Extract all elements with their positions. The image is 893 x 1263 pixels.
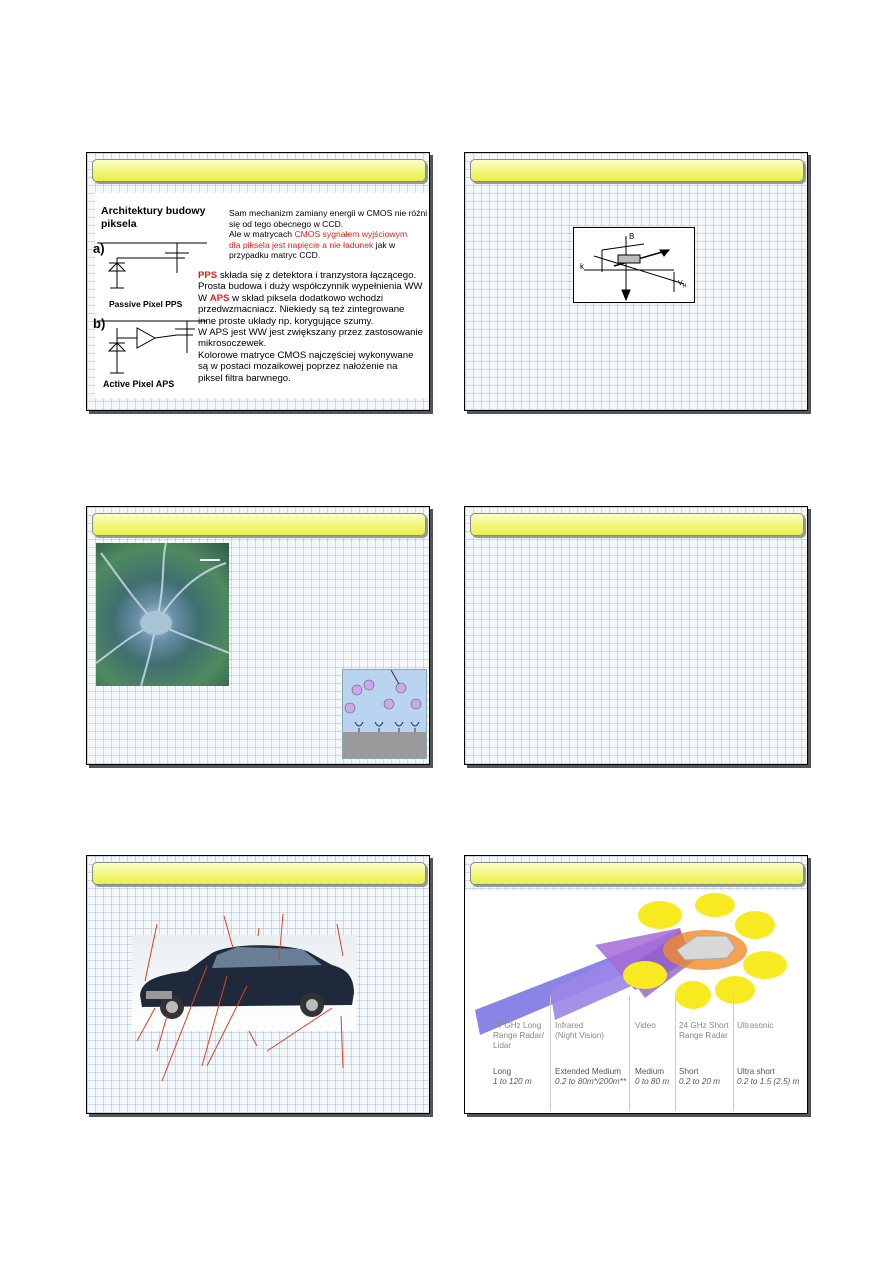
sensor-column-long-range-radar: 77 GHz Long Range Radar/ Lidar Long 1 to 120 m (493, 1021, 544, 1086)
slide-title-bar (92, 513, 426, 536)
label-b: b) (93, 316, 106, 331)
label-vh: $V_H$ (678, 280, 687, 290)
slide-hall-sensor (464, 152, 808, 411)
caption-passive-pixel: Passive Pixel PPS (109, 299, 183, 309)
slide-empty (464, 506, 808, 765)
neuron-dendrites (96, 543, 229, 686)
sensor-surface-diagram (342, 669, 427, 759)
molecule-diagram (343, 670, 426, 758)
label-k: k (580, 262, 584, 271)
hall-effect-figure (573, 227, 695, 303)
column-divider (629, 996, 630, 1111)
sensor-column-short-range-radar: 24 GHz Short Range Radar Short 0.2 to 20 m (679, 1021, 729, 1086)
slide-pixel-architecture (86, 152, 430, 411)
column-divider (675, 996, 676, 1111)
pixel-circuit-diagram (97, 233, 212, 393)
neuron-on-chip-photo (96, 543, 229, 686)
slide-title-bar (470, 159, 804, 182)
slide-neuron-chip (86, 506, 430, 765)
slide-title-bar (470, 862, 804, 885)
slide-title-bar (470, 513, 804, 536)
sensor-column-ultrasonic: Ultrasonic Ultra short 0.2 to 1.5 (2.5) m (737, 1021, 800, 1086)
sensor-column-video: Video Medium 0 to 80 m (635, 1021, 670, 1086)
heading: Architektury budowy piksela (101, 205, 206, 230)
sensor-callout-lines (87, 856, 429, 1113)
paragraph-cmos-signal: Sam mechanizm zamiany energii w CMOS nie różni się od tego obecnego w CCD. Ale w matrycach CMOS sygnałem wyjściowym dla piksela jest napięcie a nie ładunek jak w przypadku matryc CCD. (229, 208, 428, 261)
label-a: a) (93, 241, 105, 256)
slide-car-sensors (86, 855, 430, 1114)
slide-driver-assistance-sensors (464, 855, 808, 1114)
caption-active-pixel: Active Pixel APS (103, 379, 175, 389)
label-b-field: B (629, 232, 635, 241)
column-divider (733, 996, 734, 1111)
sensor-column-infrared: Infrared (Night Vision) Extended Medium 0.2 to 80m*/200m** (555, 1021, 627, 1086)
slide-title-bar (92, 159, 426, 182)
column-divider (550, 996, 551, 1111)
paragraph-pps-aps: PPS składa się z detektora i tranzystora łączącego. Prosta budowa i duży współczynnik wypełnienia WW W APS w skład piksela dodatkowo wchodzi przedwzmacniacz. Niekiedy są też zintegrowane inne proste układy np. korygujące szumy. W APS jest WW jest zwiększany przez zastosowanie mikrosoczewek. Kolorowe matryce CMOS najczęściej wykonywane są w postaci mozaikowej poprzez nałożenie na piksel filtra barwnego. (198, 270, 423, 384)
